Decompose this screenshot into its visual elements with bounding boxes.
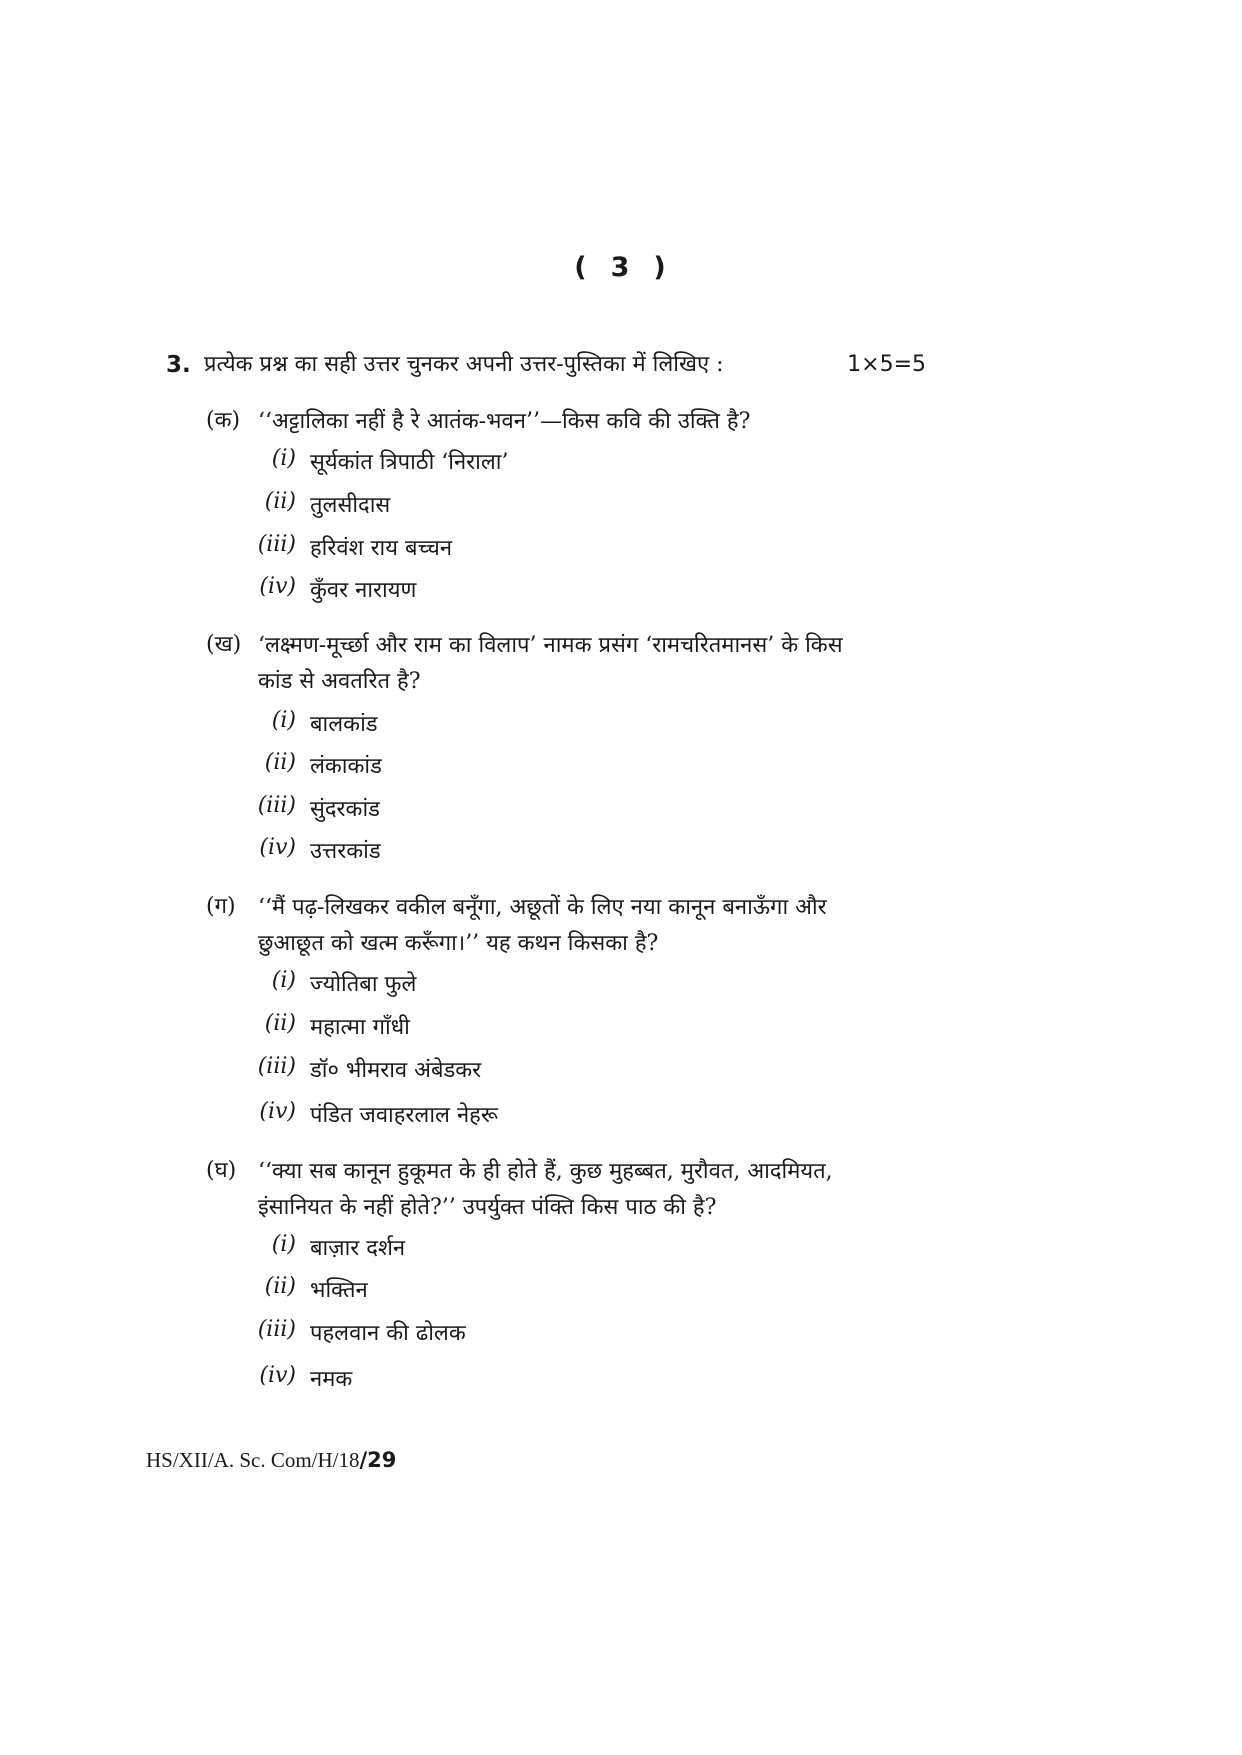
option-text: पहलवान की ढोलक — [310, 1321, 466, 1346]
option-label: (i) — [271, 708, 296, 733]
sub-question-label: (ग) — [206, 894, 236, 919]
option-text: हरिवंश राय बच्चन — [310, 536, 453, 561]
option-text: तुलसीदास — [310, 493, 391, 518]
option-label: (ii) — [264, 750, 296, 775]
sub-question-label: (ख) — [206, 632, 242, 657]
option-text: डॉ० भीमराव अंबेडकर — [310, 1058, 482, 1083]
option-text: बालकांड — [310, 712, 378, 737]
paper-code — [146, 1448, 396, 1473]
sub-question-label: (क) — [206, 408, 241, 433]
option-label: (iii) — [257, 1054, 296, 1079]
question-instruction: प्रत्येक प्रश्न का सही उत्तर चुनकर अपनी उत्तर-पुस्तिका में लिखिए : — [204, 352, 724, 377]
option-label: (ii) — [264, 489, 296, 514]
page-number-close: ) — [653, 252, 668, 283]
sub-question-text: ‘‘अट्टालिका नहीं है रे आतंक-भवन’’—किस कवि की उक्ति है? — [258, 409, 751, 434]
page-number-open: ( — [574, 252, 589, 283]
paper-code-suffix: /29 — [359, 1448, 397, 1472]
option-label: (iii) — [257, 532, 296, 557]
option-text: पंडित जवाहरलाल नेहरू — [310, 1103, 498, 1128]
option-text: सुंदरकांड — [310, 797, 380, 822]
sub-question-text: ‘लक्ष्मण-मूर्च्छा और राम का विलाप’ नामक प्रसंग ‘रामचरितमानस’ के किस कांड से अवतरित है? — [258, 633, 843, 694]
option-text: महात्मा गाँधी — [310, 1015, 410, 1040]
sub-question-text: ‘‘क्या सब कानून हुकूमत के ही होते हैं, कुछ मुहब्बत, मुरौवत, आदमियत, इंसानियत के नहीं होते?’’ उपर्युक्त पंक्ति किस पाठ की है? — [258, 1159, 833, 1220]
option-label: (ii) — [264, 1274, 296, 1299]
option-text: सूर्यकांत त्रिपाठी ‘निराला’ — [310, 450, 509, 475]
sub-question-text: ‘‘मैं पढ़-लिखकर वकील बनूँगा, अछूतों के लिए नया कानून बनाऊँगा और छुआछूत को खत्म करूँगा।’’ यह कथन किसका है? — [258, 895, 827, 956]
option-label: (iv) — [259, 574, 296, 599]
option-label: (iv) — [259, 1099, 296, 1124]
question-number: 3. — [166, 352, 191, 378]
option-text: बाज़ार दर्शन — [310, 1236, 406, 1261]
page-number — [0, 252, 1242, 283]
option-text: भक्तिन — [310, 1278, 368, 1303]
option-text: लंकाकांड — [310, 754, 382, 779]
page-number-value: 3 — [610, 252, 632, 283]
option-label: (iii) — [257, 793, 296, 818]
option-label: (i) — [271, 446, 296, 471]
option-label: (iv) — [259, 1363, 296, 1388]
paper-code-text: HS/XII/A. Sc. Com/H/18 — [146, 1448, 360, 1472]
option-text: नमक — [310, 1367, 353, 1392]
option-text: कुँवर नारायण — [310, 578, 417, 603]
question-marks: 1×5=5 — [847, 352, 926, 377]
option-label: (iii) — [257, 1317, 296, 1342]
option-text: उत्तरकांड — [310, 839, 381, 864]
option-label: (ii) — [264, 1011, 296, 1036]
option-text: ज्योतिबा फुले — [310, 972, 417, 997]
option-label: (iv) — [259, 835, 296, 860]
option-label: (i) — [271, 1232, 296, 1257]
sub-question-label: (घ) — [206, 1158, 237, 1183]
option-label: (i) — [271, 968, 296, 993]
